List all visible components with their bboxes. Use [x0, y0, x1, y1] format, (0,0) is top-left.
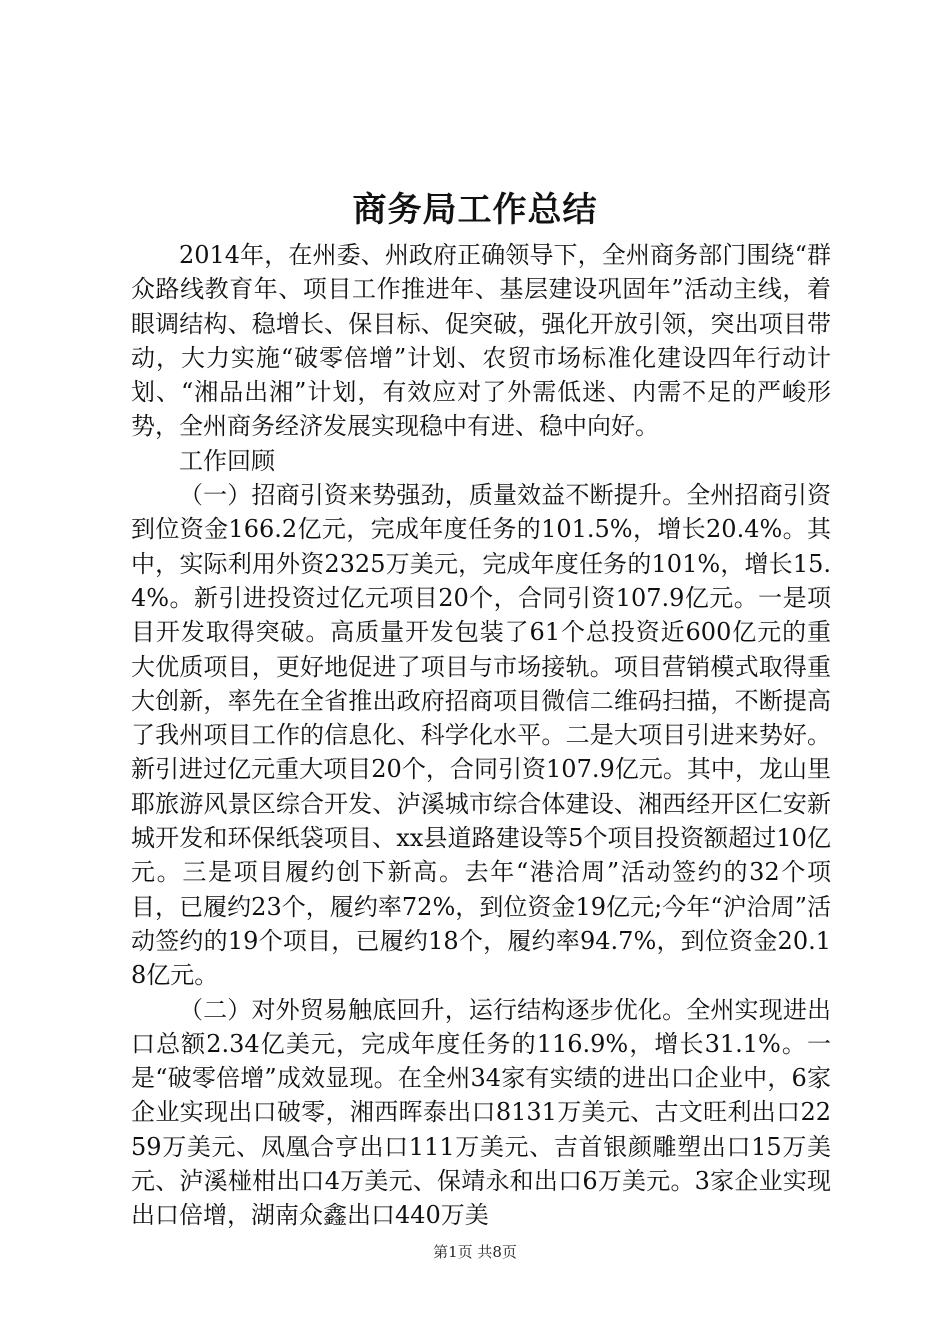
document-body: [131, 238, 831, 1233]
section-paragraph-trade: （二）对外贸易触底回升，运行结构逐步优化。全州实现进出口总额2.34亿美元，完成年度任务的116.9%，增长31.1%。一是“破零倍增”成效显现。在全州34家有实绩的进出口企业中，6家企业实现出口破零，湘西晖泰出口8131万美元、古文旺利出口2259万美元、凤凰合亨出口111万美元、吉首银颜雕塑出口15万美元、泸溪椪柑出口4万美元、保靖永和出口6万美元。3家企业实现出口倍增，湖南众鑫出口440万美: [131, 995, 831, 1230]
page-footer: 第1页 共8页: [433, 1243, 517, 1261]
section-heading: 工作回顾: [179, 446, 275, 475]
intro-paragraph: 2014年，在州委、州政府正确领导下，全州商务部门围绕“群众路线教育年、项目工作推进年、基层建设巩固年”活动主线，着眼调结构、稳增长、保目标、促突破，强化开放引领，突出项目带动，大力实施“破零倍增”计划、农贸市场标准化建设四年行动计划、“湘品出湘”计划，有效应对了外需低迷、内需不足的严峻形势，全州商务经济发展实现稳中有进、稳中向好。: [131, 241, 831, 441]
section-paragraph-investment: （一）招商引资来势强劲，质量效益不断提升。全州招商引资到位资金166.2亿元，完成年度任务的101.5%，增长20.4%。其中，实际利用外资2325万美元，完成年度任务的101%，增长15.4%。新引进投资过亿元项目20个，合同引资107.9亿元。一是项目开发取得突破。高质量开发包装了61个总投资近600亿元的重大优质项目，更好地促进了项目与市场接轨。项目营销模式取得重大创新，率先在全省推出政府招商项目微信二维码扫描，不断提高了我州项目工作的信息化、科学化水平。二是大项目引进来势好。新引进过亿元重大项目20个，合同引资107.9亿元。其中，龙山里耶旅游风景区综合开发、泸溪城市综合体建设、湘西经开区仁安新城开发和环保纸袋项目、xx县道路建设等5个项目投资额超过10亿元。三是项目履约创下新高。去年“港洽周”活动签约的32个项目，已履约23个，履约率72%，到位资金19亿元;今年“沪洽周”活动签约的19个项目，已履约18个，履约率94.7%，到位资金20.18亿元。: [131, 481, 831, 990]
document-title: 商务局工作总结: [352, 190, 598, 230]
